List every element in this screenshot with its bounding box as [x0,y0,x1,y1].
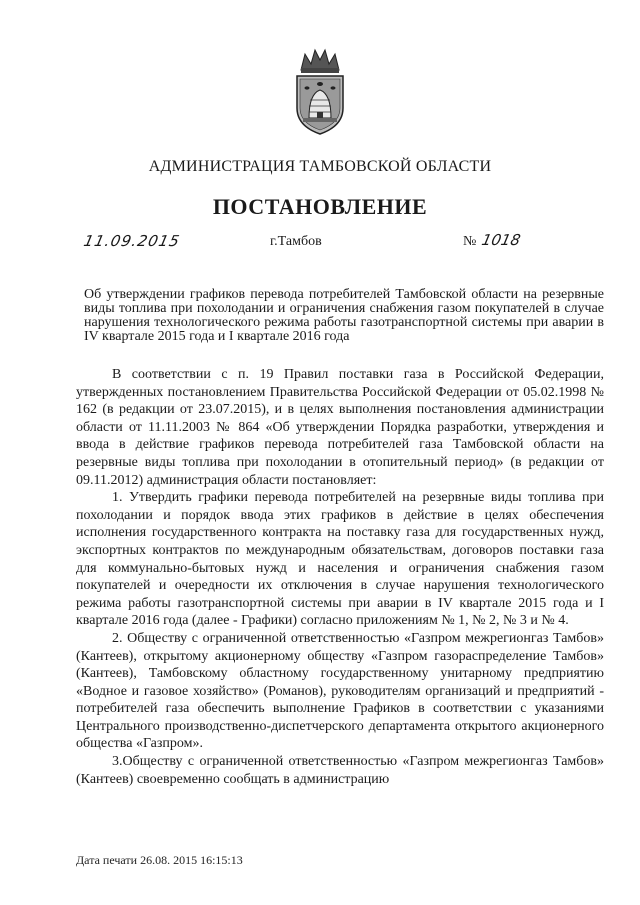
handwritten-number: 1018 [480,231,523,249]
print-date-footer: Дата печати 26.08. 2015 16:15:13 [76,853,243,867]
handwritten-date: 11.09.2015 [82,232,182,250]
document-subject: Об утверждении графиков перевода потребителей Тамбовской области на резервные виды топлива при похолодании и ограничения снабжения газом покупателей в случае нарушения технологического режима работы газотранспортной системы при аварии в IV квартале 2015 года и I квартале 2016 года [84,287,604,344]
organization-title: АДМИНИСТРАЦИЯ ТАМБОВСКОЙ ОБЛАСТИ [148,158,492,175]
document-meta-row [0,231,640,256]
city-label: г.Тамбов [270,234,322,249]
clause-3: 3.Обществу с ограниченной ответственностью «Газпром межрегионгаз Тамбов» (Кантеев) своевременно сообщать в администрацию [76,754,604,787]
document-body [76,366,604,788]
tambov-coat-of-arms-icon [291,46,349,136]
clause-1: 1. Утвердить графики перевода потребителей на резервные виды топлива при похолодании и порядок ввода этих графиков в действие в целях обеспечения исполнения государственного контракта на поставку газа для государственных нужд, экспортных контрактов по международным обязательствам, договоров поставки газа для коммунально-бытовых нужд и населения и ограничения снабжения газом покупателей и очередности их отключения в случае нарушения технологического режима работы газотранспортной системы при аварии в IV квартале 2015 года и I квартале 2016 года (далее - Графики) согласно приложениям № 1, № 2, № 3 и № 4. [76,490,604,629]
preamble-paragraph: В соответствии с п. 19 Правил поставки газа в Российской Федерации, утвержденных постановлением Правительства Российской Федерации от 05.02.1998 № 162 (в редакции от 23.07.2015), и в целях выполнения постановления администрации области от 11.11.2003 № 864 «Об утверждении Порядка разработки, утверждения и ввода в действие графиков перевода потребителей газа Тамбовской области на резервные виды топлива при похолодании в отопительный период» (в редакции от 09.11.2012) администрация области постановляет: [76,367,604,488]
document-type-heading: ПОСТАНОВЛЕНИЕ [212,194,428,219]
clause-2: 2. Обществу с ограниченной ответственностью «Газпром межрегионгаз Тамбов» (Кантеев), открытому акционерному обществу «Газпром газораспределение Тамбов» (Кантеев), Тамбовскому областному государственному унитарному предприятию «Водное и газовое хозяйство» (Романов), руководителям организаций и предприятий - потребителей газа обеспечить выполнение Графиков в соответствии с указаниями Центрального производственно-диспетчерского департамента открытого акционерного общества «Газпром». [76,630,604,752]
number-label: № [463,234,477,249]
